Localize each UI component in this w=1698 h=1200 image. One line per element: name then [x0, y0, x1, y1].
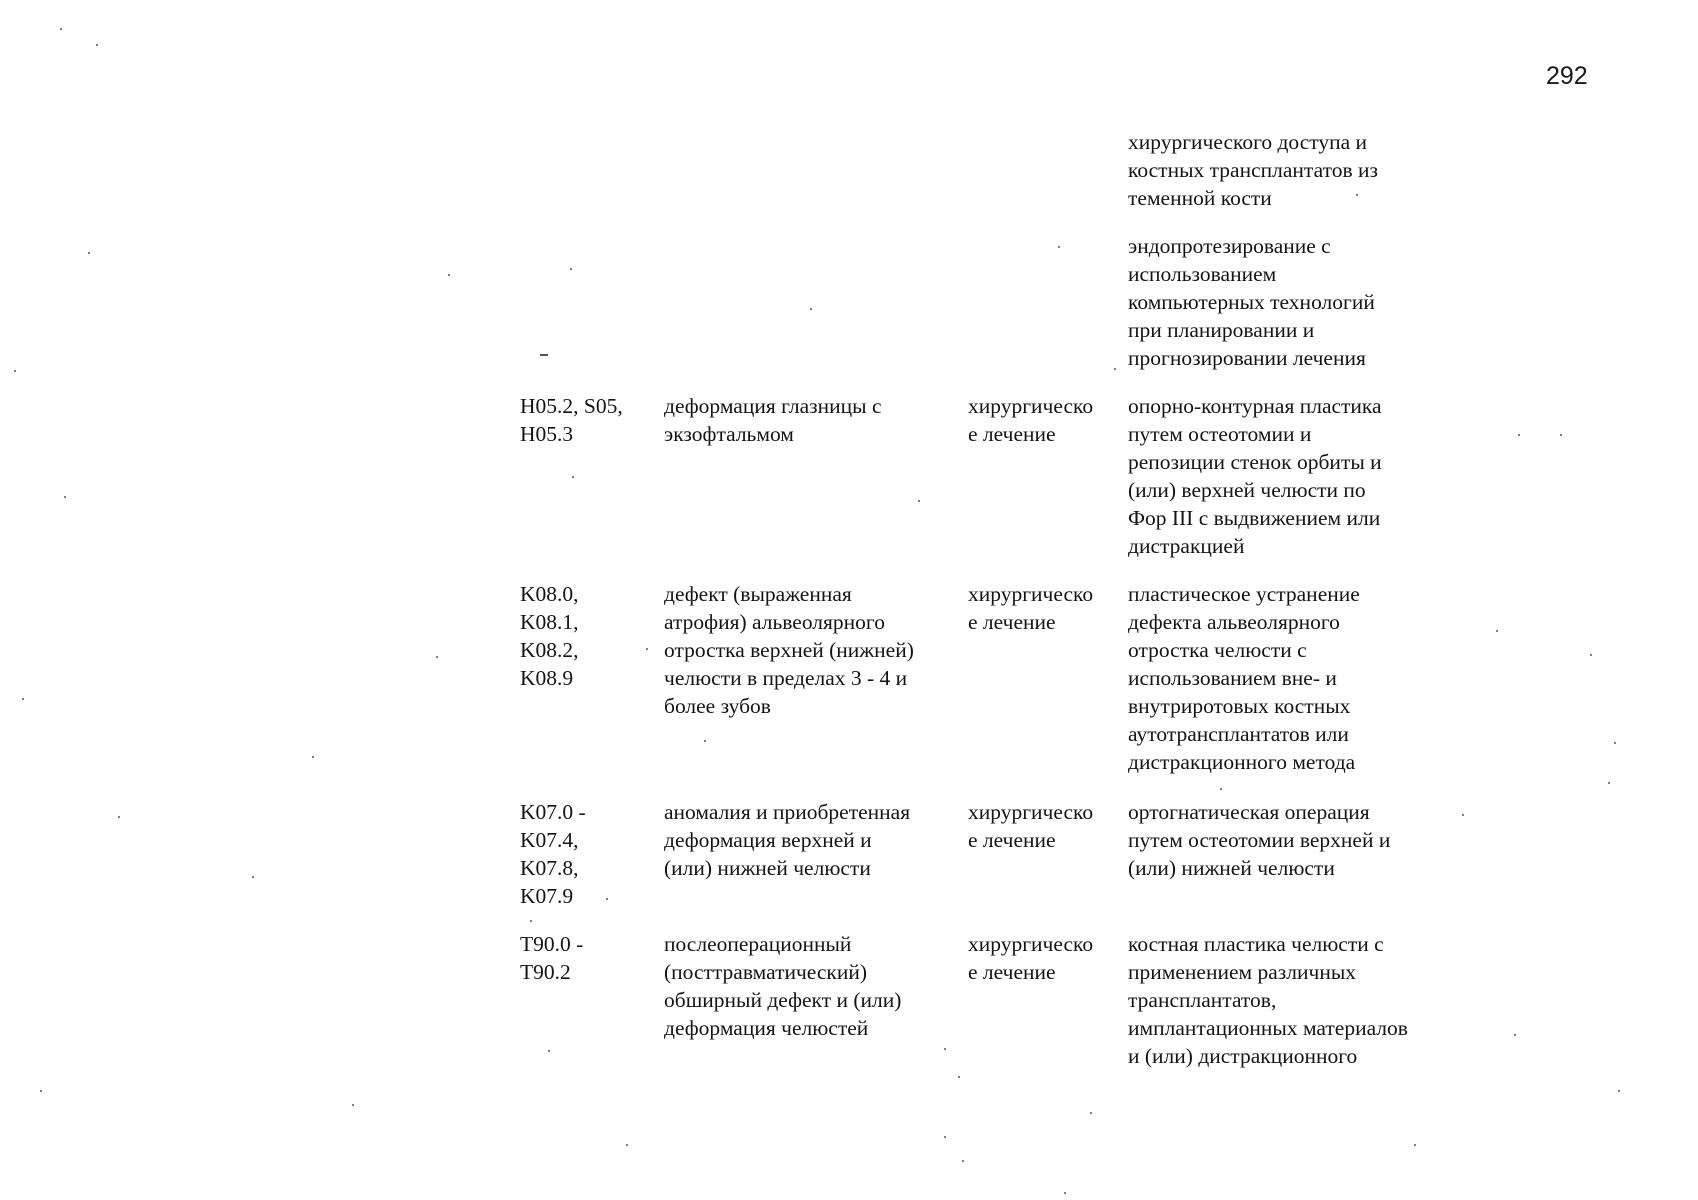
scan-speck: [88, 252, 90, 254]
scan-speck: [540, 354, 548, 356]
scan-speck: [1560, 434, 1562, 436]
scan-speck: [22, 698, 24, 700]
scan-speck: [1090, 1112, 1092, 1114]
table-row: [520, 232, 1460, 392]
table-row: [520, 128, 1460, 232]
scan-speck: [1220, 788, 1222, 790]
treatment-type-cell: хирургическо е лечение: [968, 800, 1094, 852]
scan-speck: [606, 898, 608, 900]
scan-speck: [40, 1090, 42, 1092]
treatment-type-cell: хирургическо е лечение: [968, 932, 1094, 984]
scan-speck: [1114, 368, 1116, 370]
scan-speck: [918, 500, 920, 502]
scan-speck: [1590, 654, 1592, 656]
scan-speck: [626, 1144, 628, 1146]
scan-speck: [570, 268, 572, 270]
scan-speck: [312, 756, 314, 758]
scan-speck: [810, 308, 812, 310]
treatment-method-cell: хирургического доступа и костных трансплантатов из теменной кости: [1128, 130, 1378, 210]
icd-code-cell: K07.0 - K07.4, K07.8, K07.9: [520, 800, 586, 908]
scan-speck: [1414, 1144, 1416, 1146]
scan-speck: [530, 920, 532, 922]
scan-speck: [96, 44, 98, 46]
table-row: [520, 930, 1460, 1080]
scan-speck: [352, 1104, 354, 1106]
scan-speck: [118, 816, 120, 818]
scan-speck: [958, 1076, 960, 1078]
table-row: [520, 580, 1460, 798]
treatment-method-cell: пластическое устранение дефекта альвеолярного отростка челюсти с использованием вне- и внутриротовых костных аутотрансплантатов или дистракционного метода: [1128, 582, 1360, 774]
scan-speck: [572, 476, 574, 478]
medical-procedures-table: [520, 128, 1460, 1080]
scan-speck: [1614, 742, 1616, 744]
scan-speck: [1064, 1192, 1066, 1194]
icd-code-cell: H05.2, S05, H05.3: [520, 394, 623, 446]
page-number: 292: [1546, 62, 1588, 90]
scan-speck: [944, 1136, 946, 1138]
scan-speck: [448, 274, 450, 276]
icd-code-cell: K08.0, K08.1, K08.2, K08.9: [520, 582, 579, 690]
diagnosis-cell: деформация глазницы с экзофтальмом: [664, 394, 882, 446]
table-row: [520, 798, 1460, 930]
scan-speck: [252, 876, 254, 878]
scan-speck: [60, 28, 62, 30]
scan-speck: [1608, 782, 1610, 784]
treatment-method-cell: ортогнатическая операция путем остеотомии верхней и (или) нижней челюсти: [1128, 800, 1391, 880]
scan-speck: [1496, 630, 1498, 632]
icd-code-cell: T90.0 - T90.2: [520, 932, 584, 984]
scan-speck: [436, 656, 438, 658]
scan-speck: [944, 1048, 946, 1050]
scan-speck: [962, 1160, 964, 1162]
scan-speck: [14, 370, 16, 372]
scan-speck: [1618, 1090, 1620, 1092]
treatment-method-cell: опорно-контурная пластика путем остеотомии и репозиции стенок орбиты и (или) верхней челюсти по Фор III с выдвижением или дистракцией: [1128, 394, 1382, 558]
diagnosis-cell: дефект (выраженная атрофия) альвеолярного отростка верхней (нижней) челюсти в пределах 3 - 4 и более зубов: [664, 582, 914, 718]
scan-speck: [1462, 814, 1464, 816]
scan-speck: [704, 740, 706, 742]
treatment-method-cell: костная пластика челюсти с применением различных трансплантатов, имплантационных материалов и (или) дистракционного: [1128, 932, 1408, 1068]
scan-speck: [64, 496, 66, 498]
scan-speck: [1356, 194, 1358, 196]
scan-speck: [1518, 434, 1520, 436]
scan-speck: [548, 1050, 550, 1052]
treatment-type-cell: хирургическо е лечение: [968, 394, 1094, 446]
table-row: [520, 392, 1460, 580]
scan-speck: [1058, 246, 1060, 248]
treatment-method-cell: эндопротезирование с использованием компьютерных технологий при планировании и прогнозировании лечения: [1128, 234, 1375, 370]
treatment-type-cell: хирургическо е лечение: [968, 582, 1094, 634]
diagnosis-cell: аномалия и приобретенная деформация верхней и (или) нижней челюсти: [664, 800, 911, 880]
scan-speck: [1514, 1034, 1516, 1036]
scan-speck: [646, 648, 648, 650]
diagnosis-cell: послеоперационный (посттравматический) обширный дефект и (или) деформация челюстей: [664, 932, 902, 1040]
